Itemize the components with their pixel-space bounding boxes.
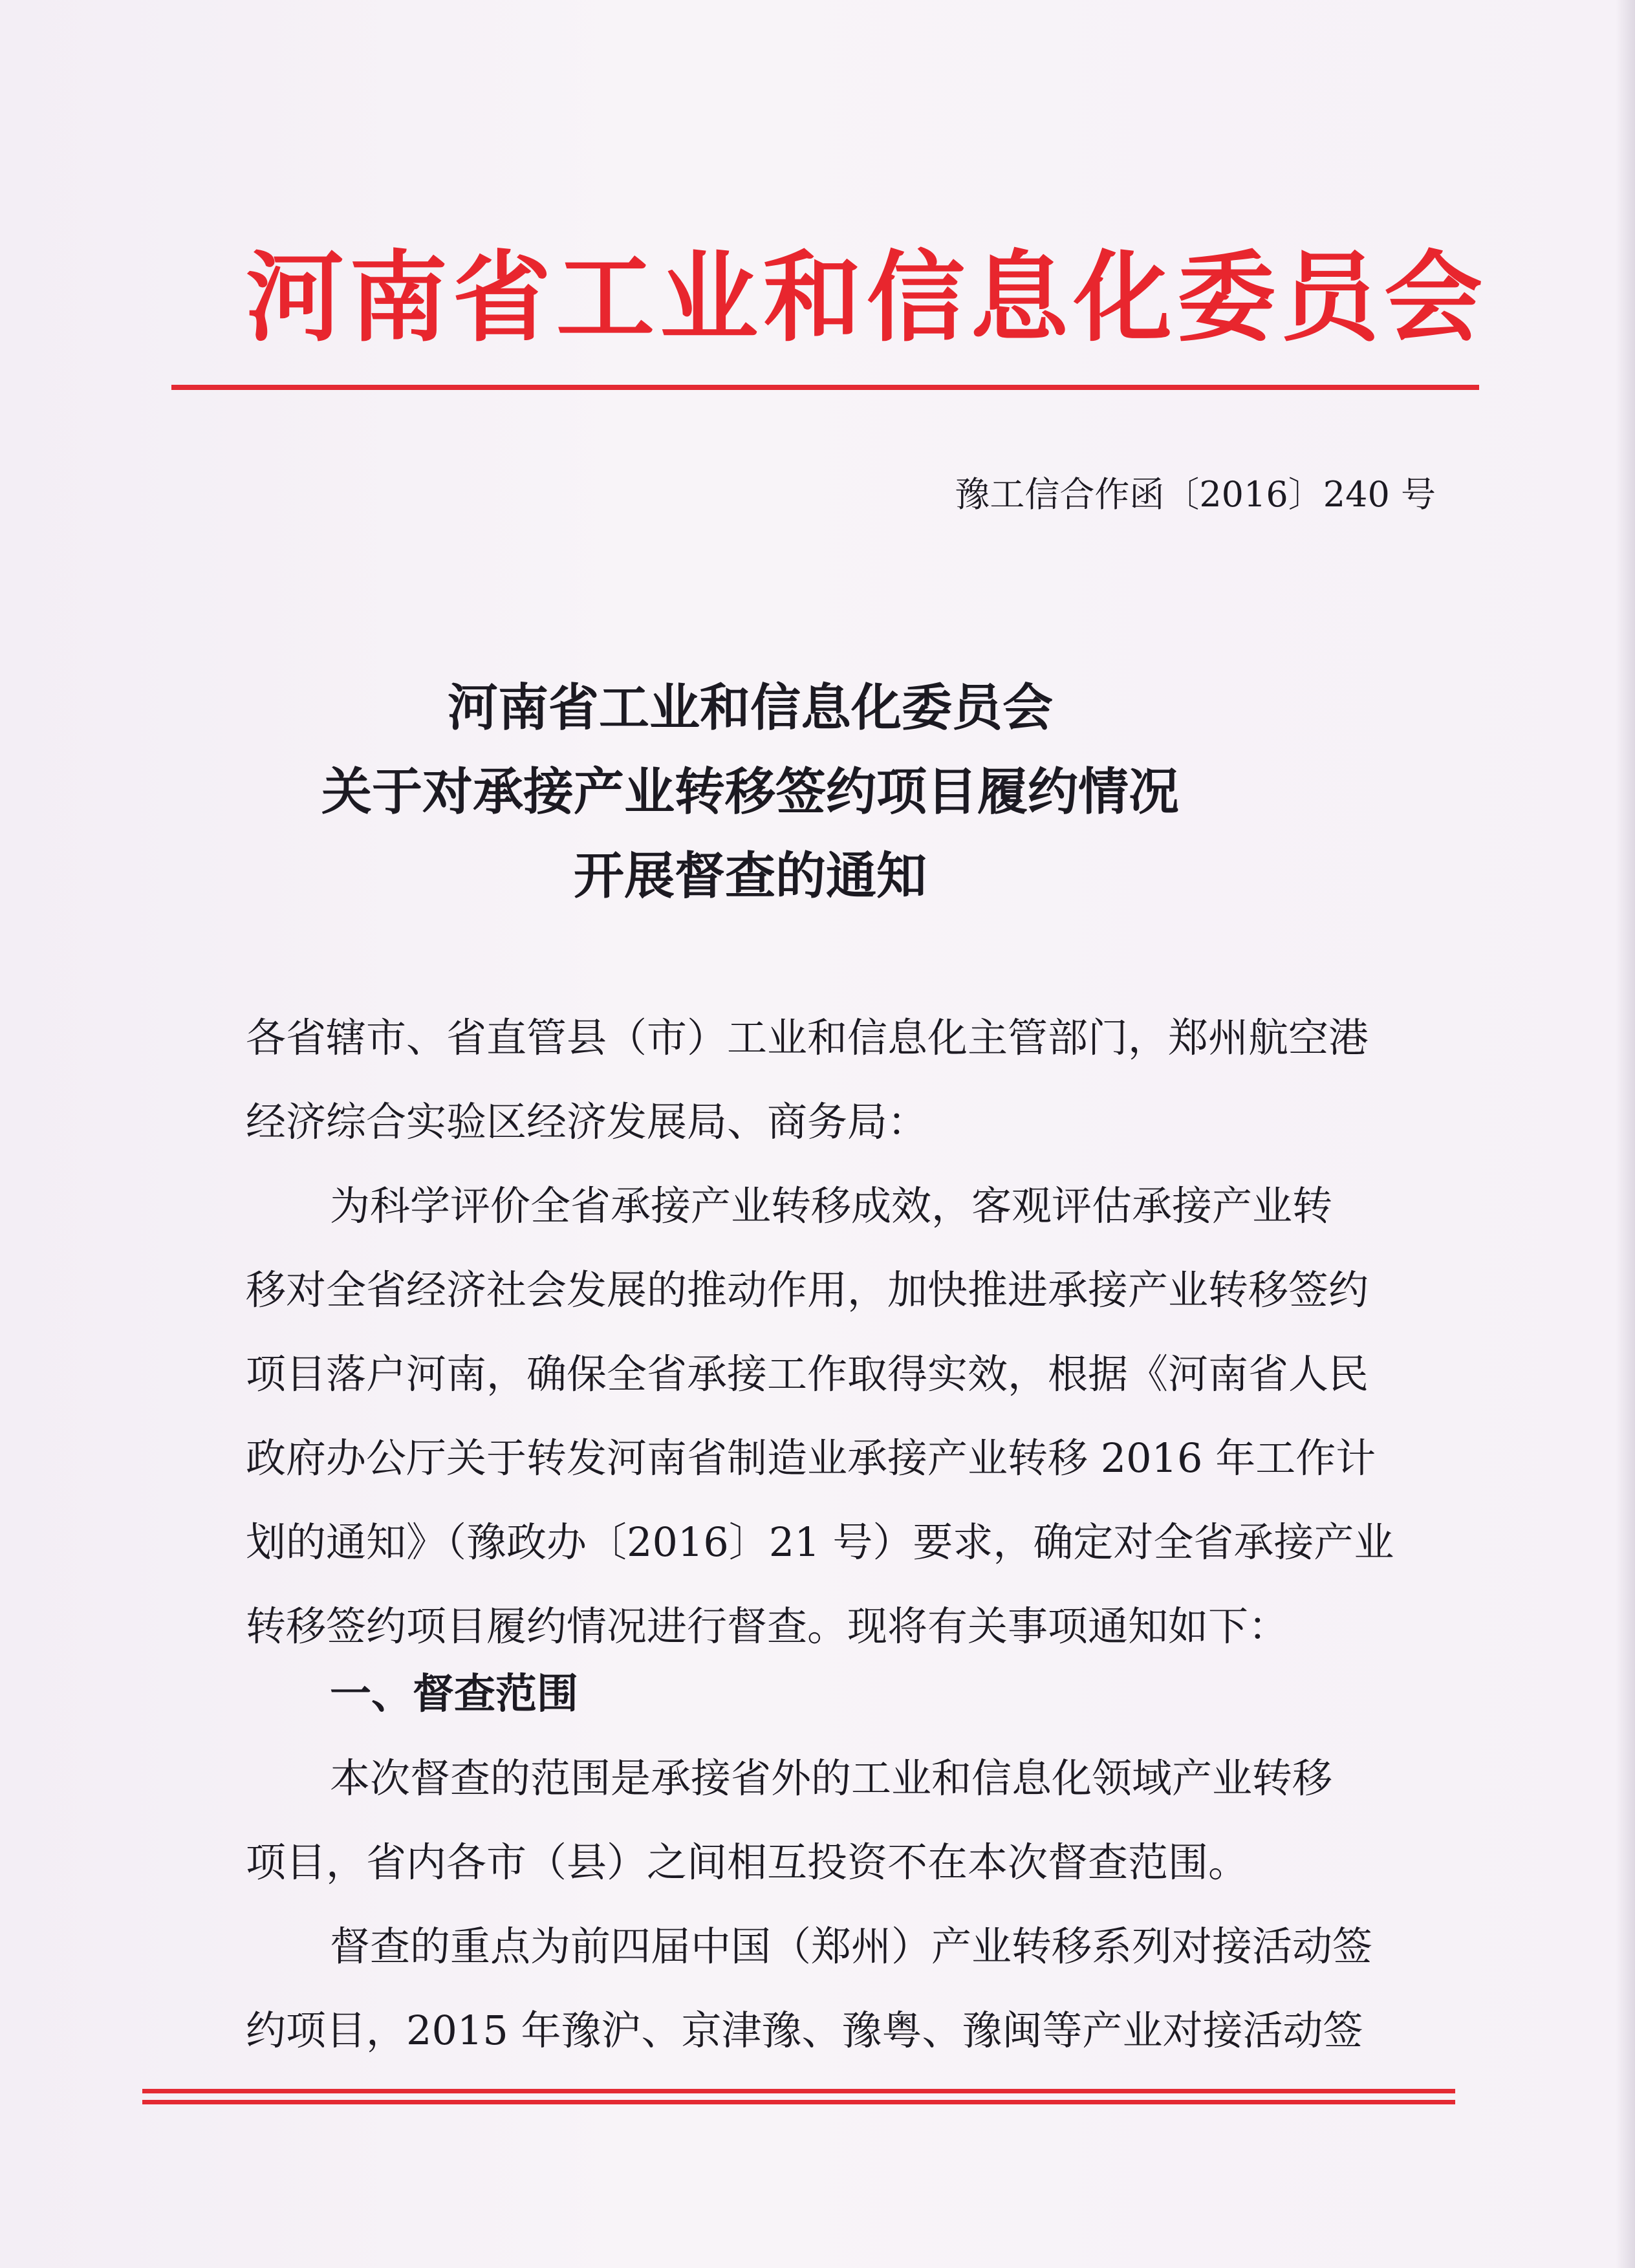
section-heading-scope: 一、督查范围	[330, 1670, 578, 1718]
paragraph-line: 转移签约项目履约情况进行督查。现将有关事项通知如下：	[246, 1603, 1289, 1650]
paragraph-line: 划的通知》（豫政办〔2016〕21 号）要求，确定对全省承接产业	[246, 1518, 1394, 1566]
paragraph-line: 移对全省经济社会发展的推动作用，加快推进承接产业转移签约	[246, 1266, 1369, 1313]
paragraph-line: 为科学评价全省承接产业转移成效，客观评估承接产业转	[330, 1182, 1333, 1229]
paragraph-line: 督查的重点为前四届中国（郑州）产业转移系列对接活动签	[330, 1923, 1373, 1970]
paragraph-line: 约项目，2015 年豫沪、京津豫、豫粤、豫闽等产业对接活动签	[246, 2007, 1363, 2054]
letterhead-org-name: 河南省工业和信息化委员会	[246, 239, 1488, 355]
notice-title-line-1: 河南省工业和信息化委员会	[447, 679, 1053, 737]
notice-title-line-2: 关于对承接产业转移签约项目履约情况	[321, 763, 1179, 821]
addressee-line-2: 经济综合实验区经济发展局、商务局：	[246, 1098, 928, 1145]
letterhead-red-rule	[171, 385, 1479, 390]
page-edge-shadow	[1616, 0, 1635, 2268]
document-number: 豫工信合作函〔2016〕240 号	[955, 474, 1436, 515]
footer-red-rule-top	[142, 2089, 1455, 2093]
paragraph-line: 项目，省内各市（县）之间相互投资不在本次督查范围。	[246, 1839, 1249, 1886]
addressee-line-1: 各省辖市、省直管县（市）工业和信息化主管部门，郑州航空港	[246, 1014, 1369, 1061]
notice-title-line-3: 开展督查的通知	[573, 847, 927, 905]
paragraph-line: 政府办公厅关于转发河南省制造业承接产业转移 2016 年工作计	[246, 1434, 1376, 1482]
paragraph-line: 本次督查的范围是承接省外的工业和信息化领域产业转移	[330, 1755, 1333, 1802]
footer-red-rule-bottom	[142, 2100, 1455, 2104]
paragraph-line: 项目落户河南，确保全省承接工作取得实效，根据《河南省人民	[246, 1350, 1369, 1398]
